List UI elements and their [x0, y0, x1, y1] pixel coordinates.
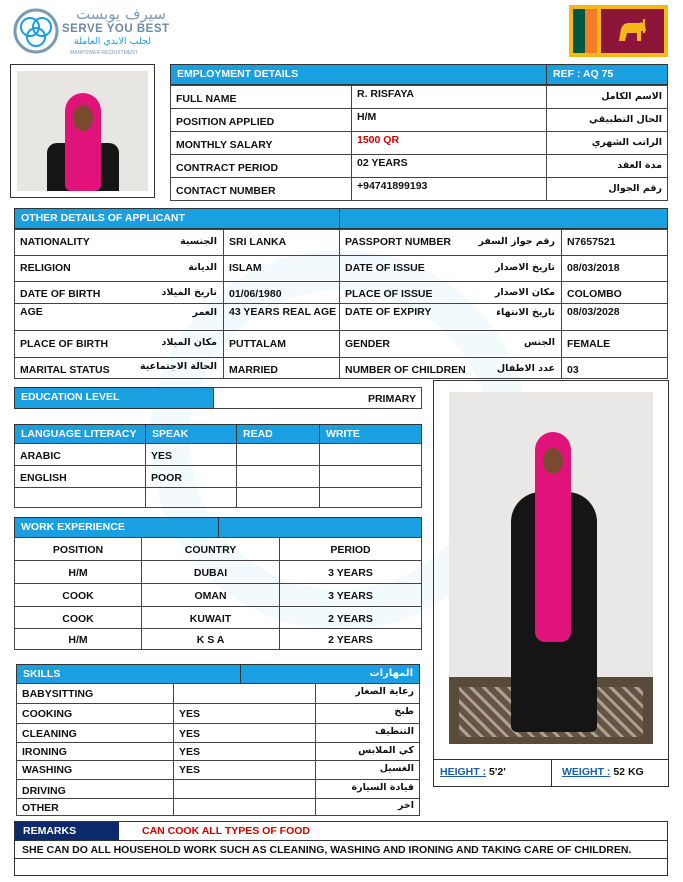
number-of-children-value: 03: [561, 357, 668, 379]
applicant-full-photo: [449, 392, 653, 744]
brand-english-name: SERVE YOU BEST: [62, 23, 170, 35]
education-level-header: EDUCATION LEVEL: [14, 387, 214, 409]
work-period: 2 YEARS: [279, 606, 422, 629]
skill-ironing-label-ar: كي الملابس: [315, 742, 420, 761]
language-english: ENGLISH: [14, 465, 146, 488]
skill-driving-value: [173, 779, 316, 799]
skills-header: SKILLS: [16, 664, 241, 684]
country-column-header: COUNTRY: [141, 537, 280, 561]
marital-status-label: MARITAL STATUS الحالة الاجتماعية: [14, 357, 224, 379]
skill-cooking-value: YES: [173, 703, 316, 724]
skill-cleaning-value: YES: [173, 723, 316, 743]
skill-washing-label: WASHING: [16, 760, 174, 780]
height-label: HEIGHT :: [440, 766, 487, 778]
contract-period-label: CONTRACT PERIOD: [170, 154, 352, 178]
date-of-issue-value: 08/03/2018: [561, 255, 668, 282]
work-country: K S A: [141, 628, 280, 650]
gender-value: FEMALE: [561, 330, 668, 358]
work-position: H/M: [14, 628, 142, 650]
education-level-value: PRIMARY: [213, 387, 422, 409]
remarks-header: REMARKS: [15, 822, 119, 840]
work-country: OMAN: [141, 583, 280, 607]
skill-other-label: OTHER: [16, 798, 174, 816]
position-applied-label-ar: الحال التطبيقي: [546, 108, 668, 132]
skill-ironing-label: IRONING: [16, 742, 174, 761]
number-of-children-label: NUMBER OF CHILDREN عدد الاطفال: [339, 357, 562, 379]
brand-tagline: MANPOWER RECRUITMENT: [70, 50, 138, 56]
religion-value: ISLAM: [223, 255, 340, 282]
skill-cooking-label: COOKING: [16, 703, 174, 724]
date-of-issue-label: DATE OF ISSUE تاريخ الاصدار: [339, 255, 562, 282]
other-details-header: OTHER DETAILS OF APPLICANT: [14, 208, 340, 229]
skill-cleaning-label-ar: التنظيف: [315, 723, 420, 743]
brand-arabic-sub: لجلب الايدي العاملة: [74, 36, 152, 47]
skill-driving-label-ar: قيادة السيارة: [315, 779, 420, 799]
brand-arabic-name: سيرف يوبست: [76, 5, 166, 23]
reference-number: REF : AQ 75: [546, 64, 668, 85]
logo-emblem-icon: [12, 7, 60, 55]
work-country: DUBAI: [141, 560, 280, 584]
skill-washing-value: YES: [173, 760, 316, 780]
place-of-birth-value: PUTTALAM: [223, 330, 340, 358]
skill-cooking-label-ar: طبخ: [315, 703, 420, 724]
weight-value: 52 KG: [613, 766, 644, 778]
gender-label: GENDER الجنس: [339, 330, 562, 358]
employment-details-header: EMPLOYMENT DETAILS: [170, 64, 547, 85]
passport-number-value: N7657521: [561, 229, 668, 256]
height-field: [434, 759, 552, 787]
religion-label: RELIGION الديانة: [14, 255, 224, 282]
remarks-highlight: CAN COOK ALL TYPES OF FOOD: [142, 825, 311, 837]
work-period: 3 YEARS: [279, 560, 422, 584]
work-period: 3 YEARS: [279, 583, 422, 607]
period-column-header: PERIOD: [279, 537, 422, 561]
position-applied-label: POSITION APPLIED: [170, 108, 352, 132]
remarks-text: SHE CAN DO ALL HOUSEHOLD WORK SUCH AS CLEANING, WASHING AND IRONING AND TAKING CARE OF CHILDREN.: [15, 840, 667, 859]
monthly-salary-value: 1500 QR: [351, 131, 547, 155]
sri-lanka-flag-icon: [569, 5, 668, 57]
position-applied-value: H/M: [351, 108, 547, 132]
language-literacy-header: LANGUAGE LITERACY: [14, 424, 146, 444]
speak-header: SPEAK: [145, 424, 237, 444]
skill-other-label-ar: اخر: [315, 798, 420, 816]
arabic-read: [236, 443, 320, 466]
skill-babysitting-label-ar: رعاية الصغار: [315, 683, 420, 704]
work-period: 2 YEARS: [279, 628, 422, 650]
skills-header-ar: المهارات: [240, 664, 420, 684]
height-value: 5'2': [489, 766, 506, 778]
applicant-full-photo-frame: [433, 380, 669, 787]
skill-ironing-value: YES: [173, 742, 316, 761]
skill-babysitting-label: BABYSITTING: [16, 683, 174, 704]
marital-status-value: MARRIED: [223, 357, 340, 379]
weight-label: WEIGHT :: [562, 766, 611, 778]
other-details-header-right: [339, 208, 668, 229]
write-header: WRITE: [319, 424, 422, 444]
english-write: [319, 465, 422, 488]
place-of-issue-label: PLACE OF ISSUE مكان الاصدار: [339, 281, 562, 304]
arabic-write: [319, 443, 422, 466]
language-empty-read: [236, 487, 320, 508]
work-position: H/M: [14, 560, 142, 584]
skill-cleaning-label: CLEANING: [16, 723, 174, 743]
language-arabic: ARABIC: [14, 443, 146, 466]
skill-other-value: [173, 798, 316, 816]
skill-driving-label: DRIVING: [16, 779, 174, 799]
language-empty-row: [14, 487, 146, 508]
contract-period-value: 02 YEARS: [351, 154, 547, 178]
age-value: 43 YEARS REAL AGE: [223, 303, 340, 331]
passport-number-label: PASSPORT NUMBER رقم جواز السفر: [339, 229, 562, 256]
place-of-birth-label: PLACE OF BIRTH مكان الميلاد: [14, 330, 224, 358]
read-header: READ: [236, 424, 320, 444]
nationality-label: NATIONALITY الجنسية: [14, 229, 224, 256]
skill-washing-label-ar: الغسيل: [315, 760, 420, 780]
work-experience-header: WORK EXPERIENCE: [14, 517, 219, 538]
language-empty-write: [319, 487, 422, 508]
weight-field: [552, 759, 668, 787]
full-name-label: FULL NAME: [170, 85, 352, 109]
monthly-salary-label: MONTHLY SALARY: [170, 131, 352, 155]
full-name-label-ar: الاسم الكامل: [546, 85, 668, 109]
applicant-portrait-frame: [10, 64, 155, 198]
language-empty-speak: [145, 487, 237, 508]
english-speak: POOR: [145, 465, 237, 488]
position-column-header: POSITION: [14, 537, 142, 561]
english-read: [236, 465, 320, 488]
skill-babysitting-value: [173, 683, 316, 704]
contact-number-value: +94741899193: [351, 177, 547, 201]
monthly-salary-label-ar: الراتب الشهري: [546, 131, 668, 155]
work-position: COOK: [14, 583, 142, 607]
contact-number-label-ar: رقم الجوال: [546, 177, 668, 201]
contract-period-label-ar: مدة العقد: [546, 154, 668, 178]
arabic-speak: YES: [145, 443, 237, 466]
date-of-birth-label: DATE OF BIRTH تاريخ الميلاد: [14, 281, 224, 304]
date-of-birth-value: 01/06/1980: [223, 281, 340, 304]
applicant-portrait-photo: [17, 71, 148, 191]
age-label: AGE العمر: [14, 303, 224, 331]
nationality-value: SRI LANKA: [223, 229, 340, 256]
date-of-expiry-value: 08/03/2028: [561, 303, 668, 331]
work-position: COOK: [14, 606, 142, 629]
company-logo: [12, 5, 172, 57]
remarks-box: [14, 821, 668, 876]
full-name-value: R. RISFAYA: [351, 85, 547, 109]
work-experience-header-right: [218, 517, 422, 538]
date-of-expiry-label: DATE OF EXPIRY تاريخ الانتهاء: [339, 303, 562, 331]
work-country: KUWAIT: [141, 606, 280, 629]
contact-number-label: CONTACT NUMBER: [170, 177, 352, 201]
place-of-issue-value: COLOMBO: [561, 281, 668, 304]
